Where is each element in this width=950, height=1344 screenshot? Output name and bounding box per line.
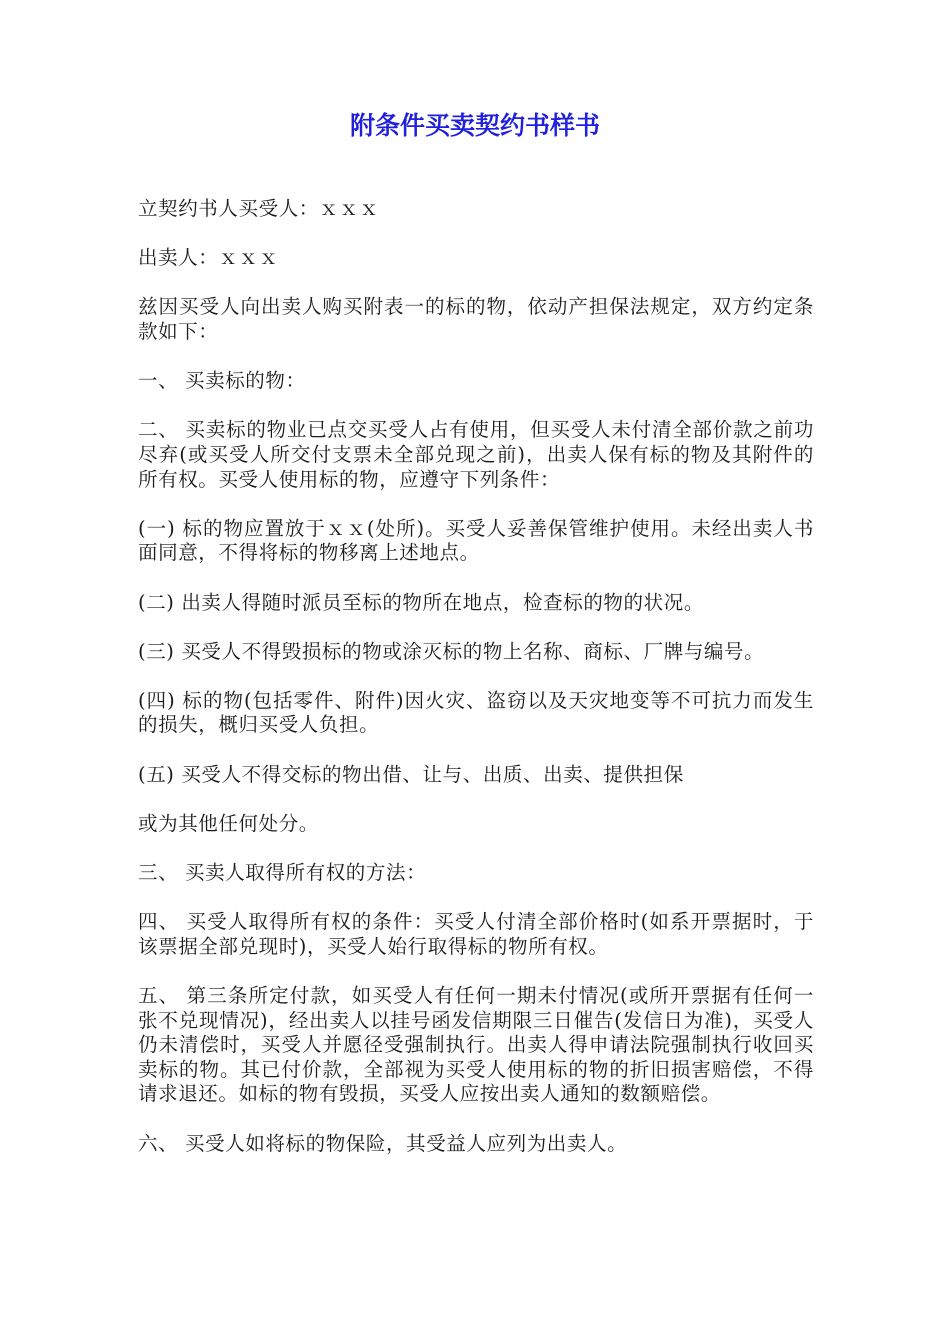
clause-5: 五、 第三条所定付款，如买受人有任何一期未付情况(或所开票据有任何一张不兑现情况)，经出卖人以挂号函发信期限三日催告(发信日为准)，买受人仍未清偿时，买受人并愿径受强制执行。出卖人得申请法院强制执行收回买卖标的物。其已付价款，全部视为买受人使用标的物的折旧损害赔偿，不得请求退还。如标的物有毁损，买受人应按出卖人通知的数额赔偿。 [138, 984, 814, 1106]
contract-party-buyer: 立契约书人买受人：ｘｘｘ [138, 197, 380, 220]
clause-2-item-5: (五) 买受人不得交标的物出借、让与、出质、出卖、提供担保 [138, 762, 684, 786]
contract-preamble: 兹因买受人向出卖人购买附表一的标的物，依动产担保法规定，双方约定条款如下： [138, 295, 814, 343]
clause-2-item-4: (四) 标的物(包括零件、附件)因火灾、盗窃以及天灾地变等不可抗力而发生的损失，概归买受人负担。 [138, 688, 814, 737]
document-body [138, 197, 814, 1181]
clause-1: 一、 买卖标的物： [138, 369, 306, 393]
clause-4: 四、 买受人取得所有权的条件：买受人付清全部价格时(如系开票据时，于该票据全部兑现时)，买受人始行取得标的物所有权。 [138, 910, 814, 958]
clause-6: 六、 买受人如将标的物保险，其受益人应列为出卖人。 [138, 1131, 628, 1155]
clause-2: 二、 买卖标的物业已点交买受人占有使用，但买受人未付清全部价款之前功尽弃(或买受人所交付支票未全部兑现之前)，出卖人保有标的物及其附件的所有权。买受人使用标的物，应遵守下列条件： [138, 418, 814, 491]
clause-2-item-5-continued: 或为其他任何处分。 [138, 811, 319, 835]
clause-2-item-1: (一) 标的物应置放于ｘｘ(处所)。买受人妥善保管维护使用。未经出卖人书面同意，不得将标的物移离上述地点。 [138, 516, 814, 565]
clause-2-item-2: (二) 出卖人得随时派员至标的物所在地点，检查标的物的状况。 [138, 590, 704, 614]
contract-party-seller: 出卖人：ｘｘｘ [138, 246, 279, 270]
document-title: 附条件买卖契约书样书 [349, 111, 600, 140]
clause-3: 三、 买卖人取得所有权的方法： [138, 861, 427, 885]
clause-2-item-3: (三) 买受人不得毁损标的物或涂灭标的物上名称、商标、厂牌与编号。 [138, 639, 765, 663]
